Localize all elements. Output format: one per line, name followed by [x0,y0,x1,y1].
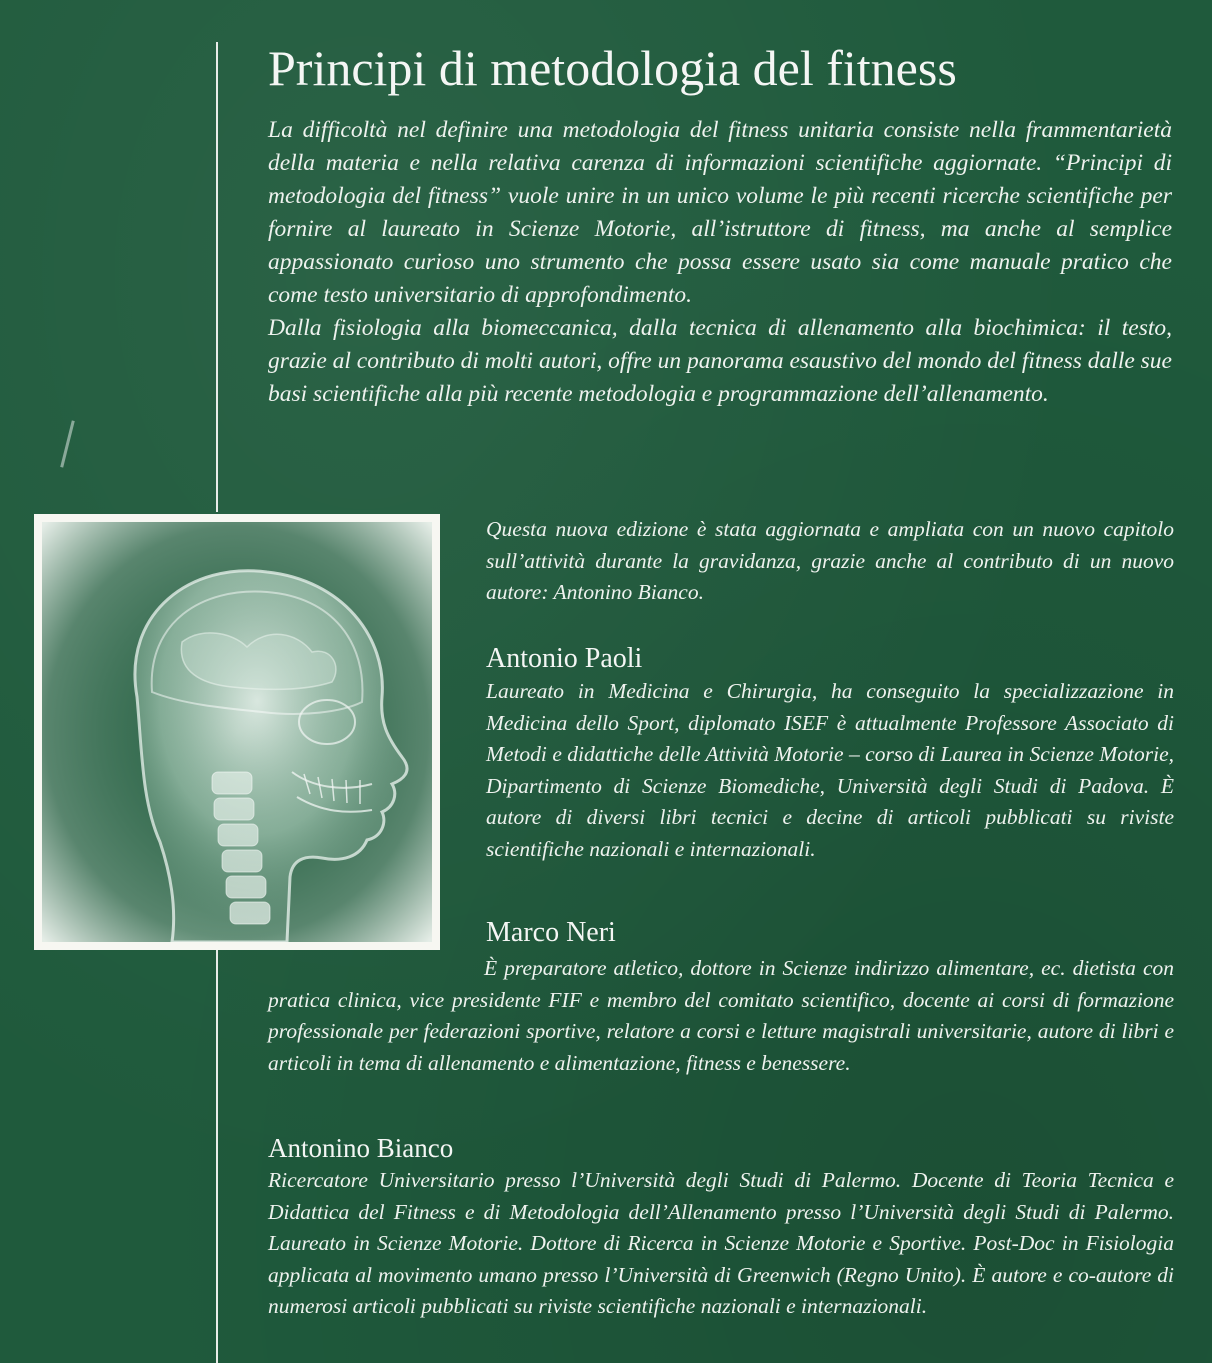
author-name-bianco: Antonino Bianco [268,1133,454,1163]
author-name-paoli: Antonio Paoli [486,643,643,674]
author-bio-bianco: Ricercatore Universitario presso l’Università degli Studi di Palermo. Docente di Teoria Tecnica e Didattica del Fitness e di Metodologia dell’Allenamento presso l’Università degli Studi di Palermo. Laureato in Scienze Motorie. Dottore di Ricerca in Scienze Motorie e Sportive. Post-Doc in Fisiologia applicata al movimento umano presso l’Università di Greenwich (Regno Unito). È autore e co-autore di numerosi articoli pubblicati su riviste scientifiche nazionali e internazionali. [268,1168,1174,1318]
book-title: Principi di metodologia del fitness [268,40,957,96]
intro-paragraph-1: La difficoltà nel definire una metodologia del fitness unitaria consiste nella frammentarietà della materia e nella relativa carenza di informazioni scientifiche aggiornate. “Principi di metodologia del fitness” vuole unire in un unico volume le più recenti ricerche scientifiche per fornire al laureato in Scienze Motorie, all’istruttore di fitness, ma anche al semplice appassionato curioso uno strumento che possa essere usato sia come manuale pratico che come testo universitario di approfondimento. [268,117,1172,308]
divider-line-bottom [216,950,218,1363]
xray-head-image [42,522,432,942]
edition-note: Questa nuova edizione è stata aggiornata e ampliata con un nuovo capitolo sull’attività durante la gravidanza, grazie anche al contributo di un nuovo autore: Antonino Bianco. [486,517,1174,604]
intro-paragraph-2: Dalla fisiologia alla biomeccanica, dalla tecnica di allenamento alla biochimica: il testo, grazie al contributo di molti autori, offre un panorama esaustivo del mondo del fitness dalle sue basi scientifiche alla più recente metodologia e programmazione dell’allenamento. [268,315,1172,407]
author-name-neri: Marco Neri [486,917,616,948]
intro-text [268,114,1172,411]
author-bio-neri: È preparatore atletico, dottore in Scienze indirizzo alimentare, ec. dietista con pratica clinica, vice presidente FIF e membro del comitato scientifico, docente ai corsi di formazione professionale per federazioni sportive, relatore a corsi e letture magistrali universitarie, autore di libri e articoli in tema di allenamento e alimentazione, fitness e benessere. [268,956,1174,1075]
print-scratch-mark [60,420,75,467]
xray-head-illustration [42,522,432,942]
divider-line-top [216,42,218,512]
author-bio-paoli: Laureato in Medicina e Chirurgia, ha conseguito la specializzazione in Medicina dello Sport, diplomato ISEF è attualmente Professore Associato di Metodi e didattiche delle Attività Motorie – corso di Laurea in Scienze Motorie, Dipartimento di Scienze Biomediche, Università degli Studi di Padova. È autore di diversi libri tecnici e decine di articoli pubblicati su riviste scientifiche nazionali e internazionali. [486,679,1174,861]
xray-photo-frame [34,514,440,950]
